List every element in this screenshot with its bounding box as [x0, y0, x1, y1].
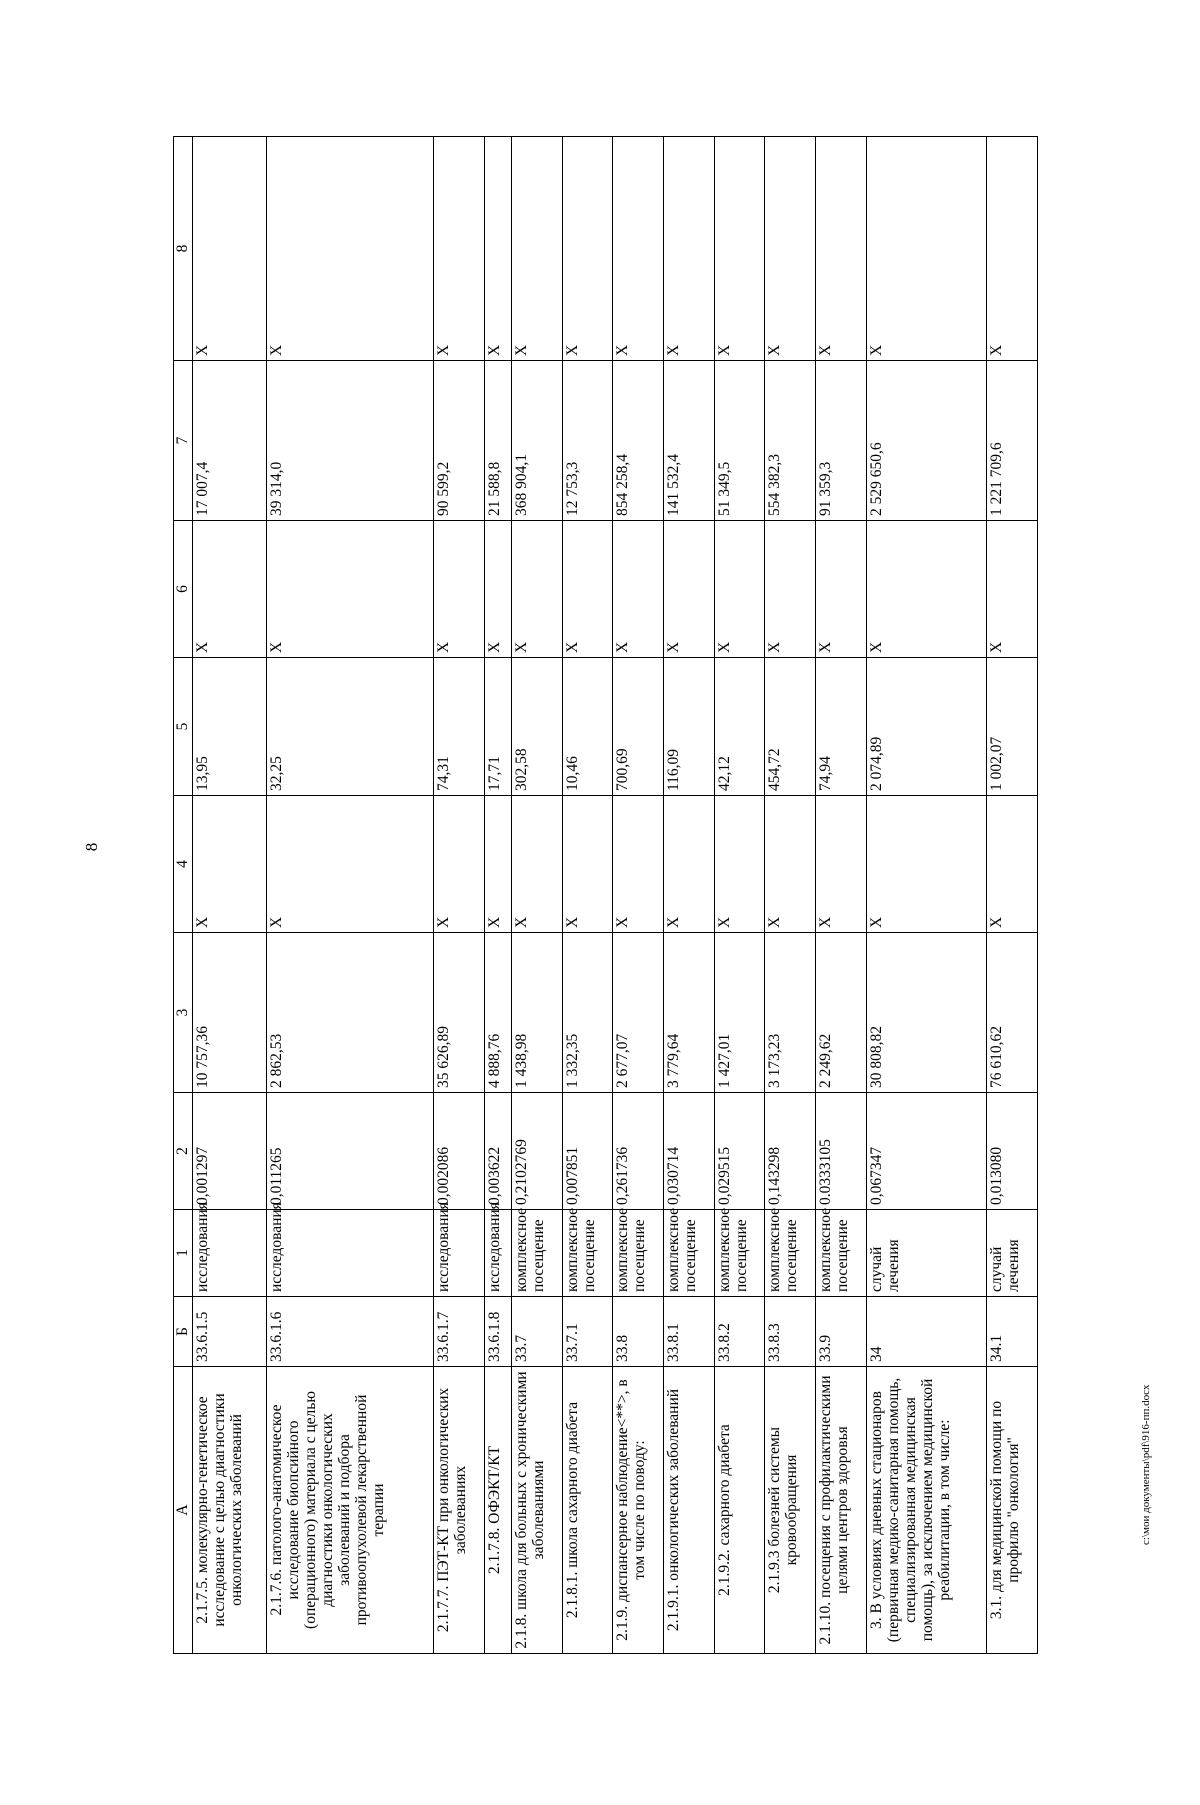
row-code-cell: 33.6.1.5 [193, 1297, 267, 1367]
amount-cell: 368 904,1 [512, 361, 563, 521]
row-label-cell: 2.1.9. диспансерное наблюдение<**>, в том числе по поводу: [613, 1367, 664, 1654]
row-label-cell: 2.1.9.1. онкологических заболеваний [664, 1367, 715, 1654]
col-8-cell: X [816, 137, 867, 361]
table-row [484, 137, 511, 1654]
rate-cell: 0,001297 [193, 1093, 267, 1210]
norm-cell: 32,25 [266, 658, 433, 796]
header-cell: 5 [174, 658, 193, 796]
col-6-cell: X [765, 521, 816, 658]
col-4-cell: X [613, 796, 664, 933]
col-6-cell: X [193, 521, 267, 658]
norm-cell: 2 074,89 [866, 658, 987, 796]
row-label-cell: 2.1.7.6. патолого-анатомическое исследование биопсийного (операционного) материала с целью диагностики онкологических заболеваний и подбора противоопухолевой лекарственной терапии [266, 1367, 433, 1654]
col-4-cell: X [866, 796, 987, 933]
header-cell: Б [174, 1297, 193, 1367]
table-row [816, 137, 867, 1654]
unit-cell: исследования [193, 1210, 267, 1297]
norm-cell: 700,69 [613, 658, 664, 796]
col-4-cell: X [512, 796, 563, 933]
col-4-cell: X [816, 796, 867, 933]
row-code-cell: 33.6.1.7 [434, 1297, 485, 1367]
cost-cell: 3 173,23 [765, 933, 816, 1093]
norm-cell: 74,94 [816, 658, 867, 796]
col-8-cell: X [484, 137, 511, 361]
cost-cell: 1 427,01 [714, 933, 765, 1093]
col-4-cell: X [765, 796, 816, 933]
col-4-cell: X [987, 796, 1038, 933]
table-row [266, 137, 433, 1654]
table-row [714, 137, 765, 1654]
row-code-cell: 33.6.1.6 [266, 1297, 433, 1367]
header-cell: 4 [174, 796, 193, 933]
rate-cell: 0,143298 [765, 1093, 816, 1210]
col-6-cell: X [613, 521, 664, 658]
row-label-cell: 2.1.7.8. ОФЭКТ/КТ [484, 1367, 511, 1654]
cost-cell: 1 438,98 [512, 933, 563, 1093]
page-number: 8 [82, 842, 101, 852]
row-label-cell: 2.1.8.1. школа сахарного диабета [562, 1367, 613, 1654]
amount-cell: 90 599,2 [434, 361, 485, 521]
norm-cell: 74,31 [434, 658, 485, 796]
col-4-cell: X [193, 796, 267, 933]
col-8-cell: X [714, 137, 765, 361]
rate-cell: 0,030714 [664, 1093, 715, 1210]
header-cell: 3 [174, 933, 193, 1093]
col-6-cell: X [562, 521, 613, 658]
amount-cell: 91 359,3 [816, 361, 867, 521]
col-8-cell: X [266, 137, 433, 361]
norm-cell: 42,12 [714, 658, 765, 796]
header-cell: 1 [174, 1210, 193, 1297]
rate-cell: 0,261736 [613, 1093, 664, 1210]
col-6-cell: X [816, 521, 867, 658]
row-label-cell: 3.1. для медицинской помощи по профилю "онкология" [987, 1367, 1038, 1654]
cost-cell: 76 610,62 [987, 933, 1038, 1093]
col-8-cell: X [866, 137, 987, 361]
cost-cell: 35 626,89 [434, 933, 485, 1093]
table-row [193, 137, 267, 1654]
table-row [765, 137, 816, 1654]
table-row [434, 137, 485, 1654]
rate-cell: 0,013080 [987, 1093, 1038, 1210]
header-cell: 6 [174, 521, 193, 658]
cost-cell: 30 808,82 [866, 933, 987, 1093]
table-row [987, 137, 1038, 1654]
unit-cell: исследования [434, 1210, 485, 1297]
unit-cell: исследования [484, 1210, 511, 1297]
norm-cell: 1 002,07 [987, 658, 1038, 796]
col-6-cell: X [512, 521, 563, 658]
cost-cell: 10 757,36 [193, 933, 267, 1093]
rotated-table-container [173, 137, 1038, 1654]
rate-cell: 0,011265 [266, 1093, 433, 1210]
amount-cell: 554 382,3 [765, 361, 816, 521]
table-row [664, 137, 715, 1654]
col-4-cell: X [714, 796, 765, 933]
col-4-cell: X [562, 796, 613, 933]
row-code-cell: 33.6.1.8 [484, 1297, 511, 1367]
cost-cell: 2 677,07 [613, 933, 664, 1093]
col-4-cell: X [664, 796, 715, 933]
row-code-cell: 34 [866, 1297, 987, 1367]
col-6-cell: X [266, 521, 433, 658]
col-8-cell: X [765, 137, 816, 361]
unit-cell: комплексное посещение [664, 1210, 715, 1297]
row-label-cell: 2.1.8. школа для больных с хроническими заболеваниями [512, 1367, 563, 1654]
header-cell: А [174, 1367, 193, 1654]
row-label-cell: 2.1.9.2. сахарного диабета [714, 1367, 765, 1654]
col-8-cell: X [562, 137, 613, 361]
rate-cell: 0,2102769 [512, 1093, 563, 1210]
unit-cell: комплексное посещение [512, 1210, 563, 1297]
cost-cell: 1 332,35 [562, 933, 613, 1093]
col-6-cell: X [484, 521, 511, 658]
rate-cell: 0,029515 [714, 1093, 765, 1210]
header-cell: 7 [174, 361, 193, 521]
row-code-cell: 33.8 [613, 1297, 664, 1367]
rate-cell: 0.0333105 [816, 1093, 867, 1210]
header-cell: 2 [174, 1093, 193, 1210]
col-8-cell: X [434, 137, 485, 361]
col-6-cell: X [866, 521, 987, 658]
norm-cell: 10,46 [562, 658, 613, 796]
amount-cell: 17 007,4 [193, 361, 267, 521]
amount-cell: 1 221 709,6 [987, 361, 1038, 521]
footer-file-path [1140, 1384, 1160, 1805]
footer-text: c:\мои документы\pdf\916-пп.docx [1140, 1384, 1152, 1545]
row-label-cell: 2.1.10. посещения с профилактическими целями центров здоровья [816, 1367, 867, 1654]
col-8-cell: X [664, 137, 715, 361]
row-code-cell: 33.8.1 [664, 1297, 715, 1367]
row-label-cell: 2.1.7.7. ПЭТ-КТ при онкологических заболеваниях [434, 1367, 485, 1654]
rate-cell: 0,007851 [562, 1093, 613, 1210]
cost-cell: 2 249,62 [816, 933, 867, 1093]
col-6-cell: X [714, 521, 765, 658]
unit-cell: комплексное посещение [765, 1210, 816, 1297]
header-row [174, 137, 193, 1654]
col-8-cell: X [193, 137, 267, 361]
unit-cell: комплексное посещение [613, 1210, 664, 1297]
col-4-cell: X [434, 796, 485, 933]
norm-cell: 116,09 [664, 658, 715, 796]
norm-cell: 17,71 [484, 658, 511, 796]
row-code-cell: 33.8.3 [765, 1297, 816, 1367]
norm-cell: 13,95 [193, 658, 267, 796]
amount-cell: 854 258,4 [613, 361, 664, 521]
row-code-cell: 33.7 [512, 1297, 563, 1367]
table-row [613, 137, 664, 1654]
unit-cell: комплексное посещение [714, 1210, 765, 1297]
amount-cell: 51 349,5 [714, 361, 765, 521]
row-code-cell: 33.8.2 [714, 1297, 765, 1367]
unit-cell: комплексное посещение [562, 1210, 613, 1297]
col-8-cell: X [987, 137, 1038, 361]
col-6-cell: X [434, 521, 485, 658]
col-8-cell: X [512, 137, 563, 361]
rate-cell: 0,002086 [434, 1093, 485, 1210]
col-6-cell: X [664, 521, 715, 658]
rate-cell: 0,067347 [866, 1093, 987, 1210]
norm-cell: 454,72 [765, 658, 816, 796]
table-row [866, 137, 987, 1654]
table-row [562, 137, 613, 1654]
row-code-cell: 33.7.1 [562, 1297, 613, 1367]
row-label-cell: 2.1.9.3 болезней системы кровообращения [765, 1367, 816, 1654]
rate-cell: 0,003622 [484, 1093, 511, 1210]
row-label-cell: 2.1.7.5. молекулярно-генетическое исследование с целью диагностики онкологических заболеваний [193, 1367, 267, 1654]
norm-cell: 302,58 [512, 658, 563, 796]
col-8-cell: X [613, 137, 664, 361]
row-label-cell: 3. В условиях дневных стационаров (первичная медико-санитарная помощь, специализированная медицинская помощь), за исключением медицинской реабилитации, в том числе: [866, 1367, 987, 1654]
amount-cell: 21 588,8 [484, 361, 511, 521]
unit-cell: случай лечения [987, 1210, 1038, 1297]
cost-cell: 3 779,64 [664, 933, 715, 1093]
unit-cell: случай лечения [866, 1210, 987, 1297]
amount-cell: 12 753,3 [562, 361, 613, 521]
col-4-cell: X [266, 796, 433, 933]
cost-cell: 2 862,53 [266, 933, 433, 1093]
row-code-cell: 33.9 [816, 1297, 867, 1367]
amount-cell: 2 529 650,6 [866, 361, 987, 521]
col-6-cell: X [987, 521, 1038, 658]
amount-cell: 141 532,4 [664, 361, 715, 521]
cost-cell: 4 888,76 [484, 933, 511, 1093]
header-cell: 8 [174, 137, 193, 361]
col-4-cell: X [484, 796, 511, 933]
unit-cell: исследования [266, 1210, 433, 1297]
table-row [512, 137, 563, 1654]
row-code-cell: 34.1 [987, 1297, 1038, 1367]
data-table [173, 136, 1038, 1654]
unit-cell: комплексное посещение [816, 1210, 867, 1297]
amount-cell: 39 314,0 [266, 361, 433, 521]
